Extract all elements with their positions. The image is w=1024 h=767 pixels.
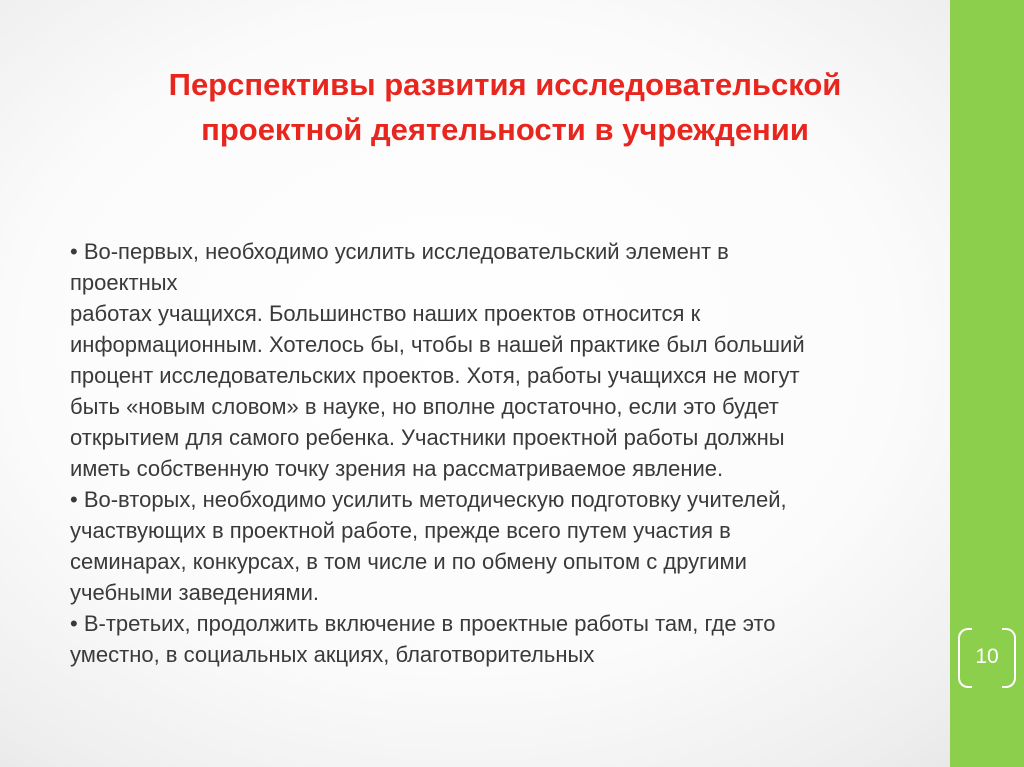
- slide-title: [55, 62, 955, 152]
- body-line: открытием для самого ребенка. Участники проектной работы должны: [70, 425, 785, 450]
- right-bracket-icon: [1002, 628, 1016, 688]
- body-line: • Во-первых, необходимо усилить исследовательский элемент в: [70, 239, 729, 264]
- body-line: проектных: [70, 270, 178, 295]
- page-number: 10: [975, 645, 999, 668]
- slide-body: [70, 236, 950, 670]
- body-line: работах учащихся. Большинство наших проектов относится к: [70, 301, 701, 326]
- body-line: уместно, в социальных акциях, благотворительных: [70, 642, 595, 667]
- body-line: процент исследовательских проектов. Хотя, работы учащихся не могут: [70, 363, 800, 388]
- body-line: быть «новым словом» в науке, но вполне достаточно, если это будет: [70, 394, 779, 419]
- body-line: • Во-вторых, необходимо усилить методическую подготовку учителей,: [70, 487, 787, 512]
- page-number-badge: [958, 628, 1016, 686]
- body-line: информационным. Хотелось бы, чтобы в нашей практике был больший: [70, 332, 805, 357]
- body-line: семинарах, конкурсах, в том числе и по обмену опытом с другими: [70, 549, 747, 574]
- body-line: участвующих в проектной работе, прежде всего путем участия в: [70, 518, 731, 543]
- slide-title-line: Перспективы развития исследовательской: [168, 67, 842, 102]
- body-line: учебными заведениями.: [70, 580, 320, 605]
- body-line: иметь собственную точку зрения на рассматриваемое явление.: [70, 456, 724, 481]
- body-line: • В-третьих, продолжить включение в проектные работы там, где это: [70, 611, 776, 636]
- slide-title-line: проектной деятельности в учреждении: [201, 112, 809, 147]
